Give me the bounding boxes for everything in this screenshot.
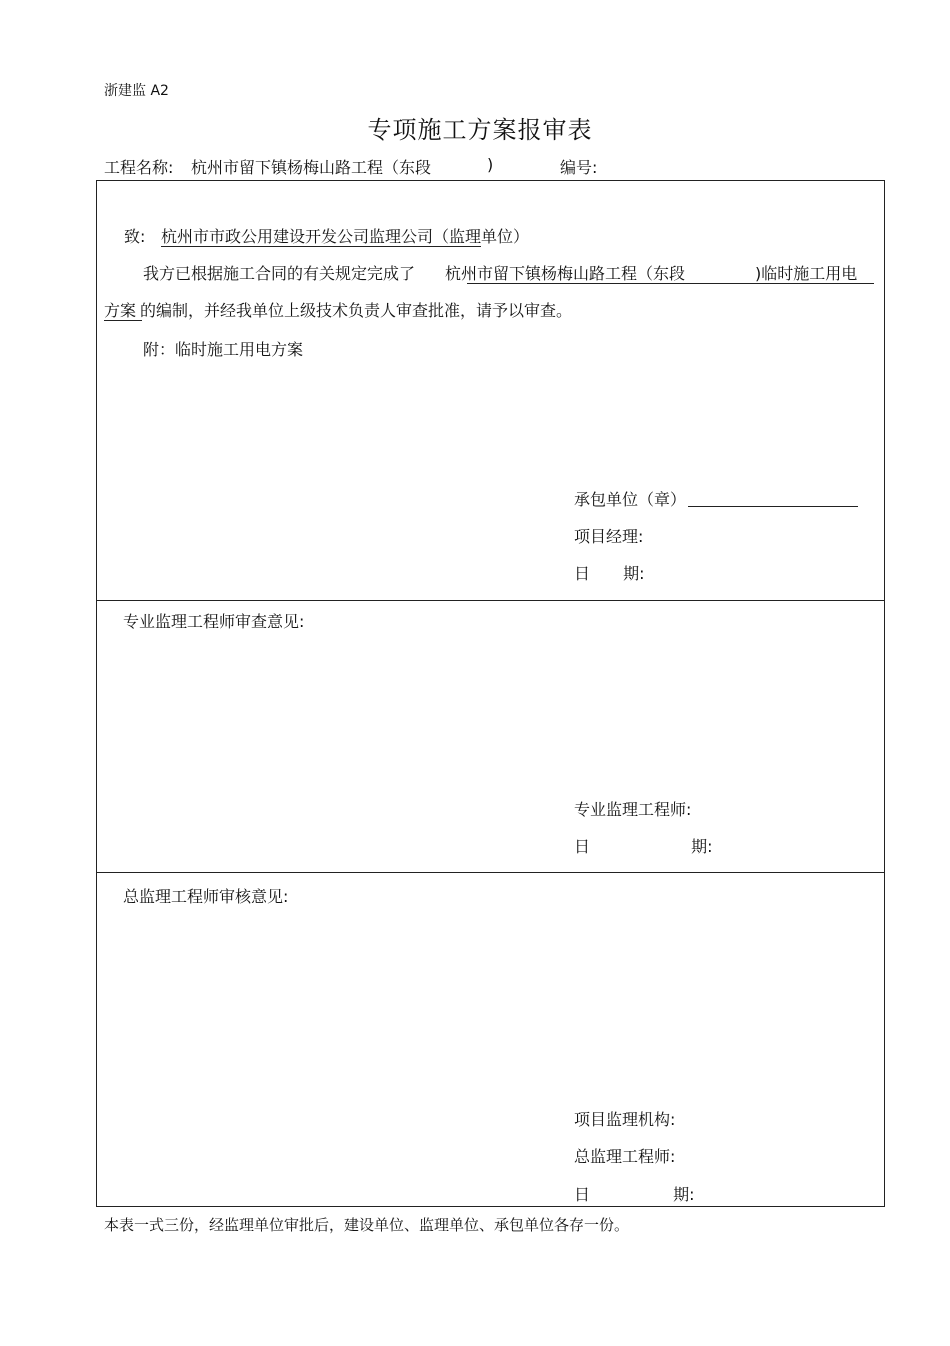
chief-engineer-label: 总监理工程师: — [574, 1147, 676, 1166]
form-title: 专项施工方案报审表 — [367, 116, 593, 144]
footer-note: 本表一式三份，经监理单位审批后，建设单位、监理单位、承包单位各存一份。 — [104, 1216, 630, 1234]
statement-line2-underline — [104, 320, 142, 321]
chief-date-label: 日 期: — [574, 1185, 695, 1204]
contractor-date-label: 日 期: — [574, 564, 645, 583]
engineer-date-label: 日 期: — [574, 837, 713, 856]
recipient-unit: 杭州市市政公用建设开发公司监理公司（监理单位） — [161, 227, 530, 246]
contractor-signature-line — [688, 506, 858, 507]
statement-line2-rest: 的编制，并经我单位上级技术负责人审查批准，请予以审查。 — [140, 301, 573, 320]
form-code: 浙建监 A2 — [104, 83, 169, 99]
recipient-prefix: 致: — [124, 227, 146, 246]
statement-part1: 我方已根据施工合同的有关规定完成了 — [143, 264, 416, 283]
statement-underline — [467, 283, 874, 284]
project-manager-label: 项目经理: — [574, 527, 644, 546]
contractor-label: 承包单位（章） — [574, 490, 687, 509]
section-divider-2 — [96, 872, 885, 873]
section-divider-1 — [96, 600, 885, 601]
form-table-border — [96, 180, 885, 1207]
project-name-value: 杭州市留下镇杨梅山路工程（东段 — [191, 158, 432, 177]
supervising-engineer-label: 专业监理工程师: — [574, 800, 692, 819]
statement-line2-fill: 方案 — [104, 301, 137, 320]
form-number-label: 编号: — [560, 158, 598, 177]
engineer-opinion-label: 专业监理工程师审查意见: — [123, 612, 305, 631]
project-name-label: 工程名称: — [104, 158, 174, 177]
project-name-close-paren: ) — [487, 155, 494, 174]
attachment-line: 附：临时施工用电方案 — [143, 340, 304, 359]
statement-plan-type: )临时施工用电 — [755, 264, 858, 283]
supervision-org-label: 项目监理机构: — [574, 1110, 676, 1129]
recipient-underline — [161, 246, 481, 247]
statement-project: 杭州市留下镇杨梅山路工程（东段 — [445, 264, 686, 283]
chief-opinion-label: 总监理工程师审核意见: — [123, 887, 289, 906]
